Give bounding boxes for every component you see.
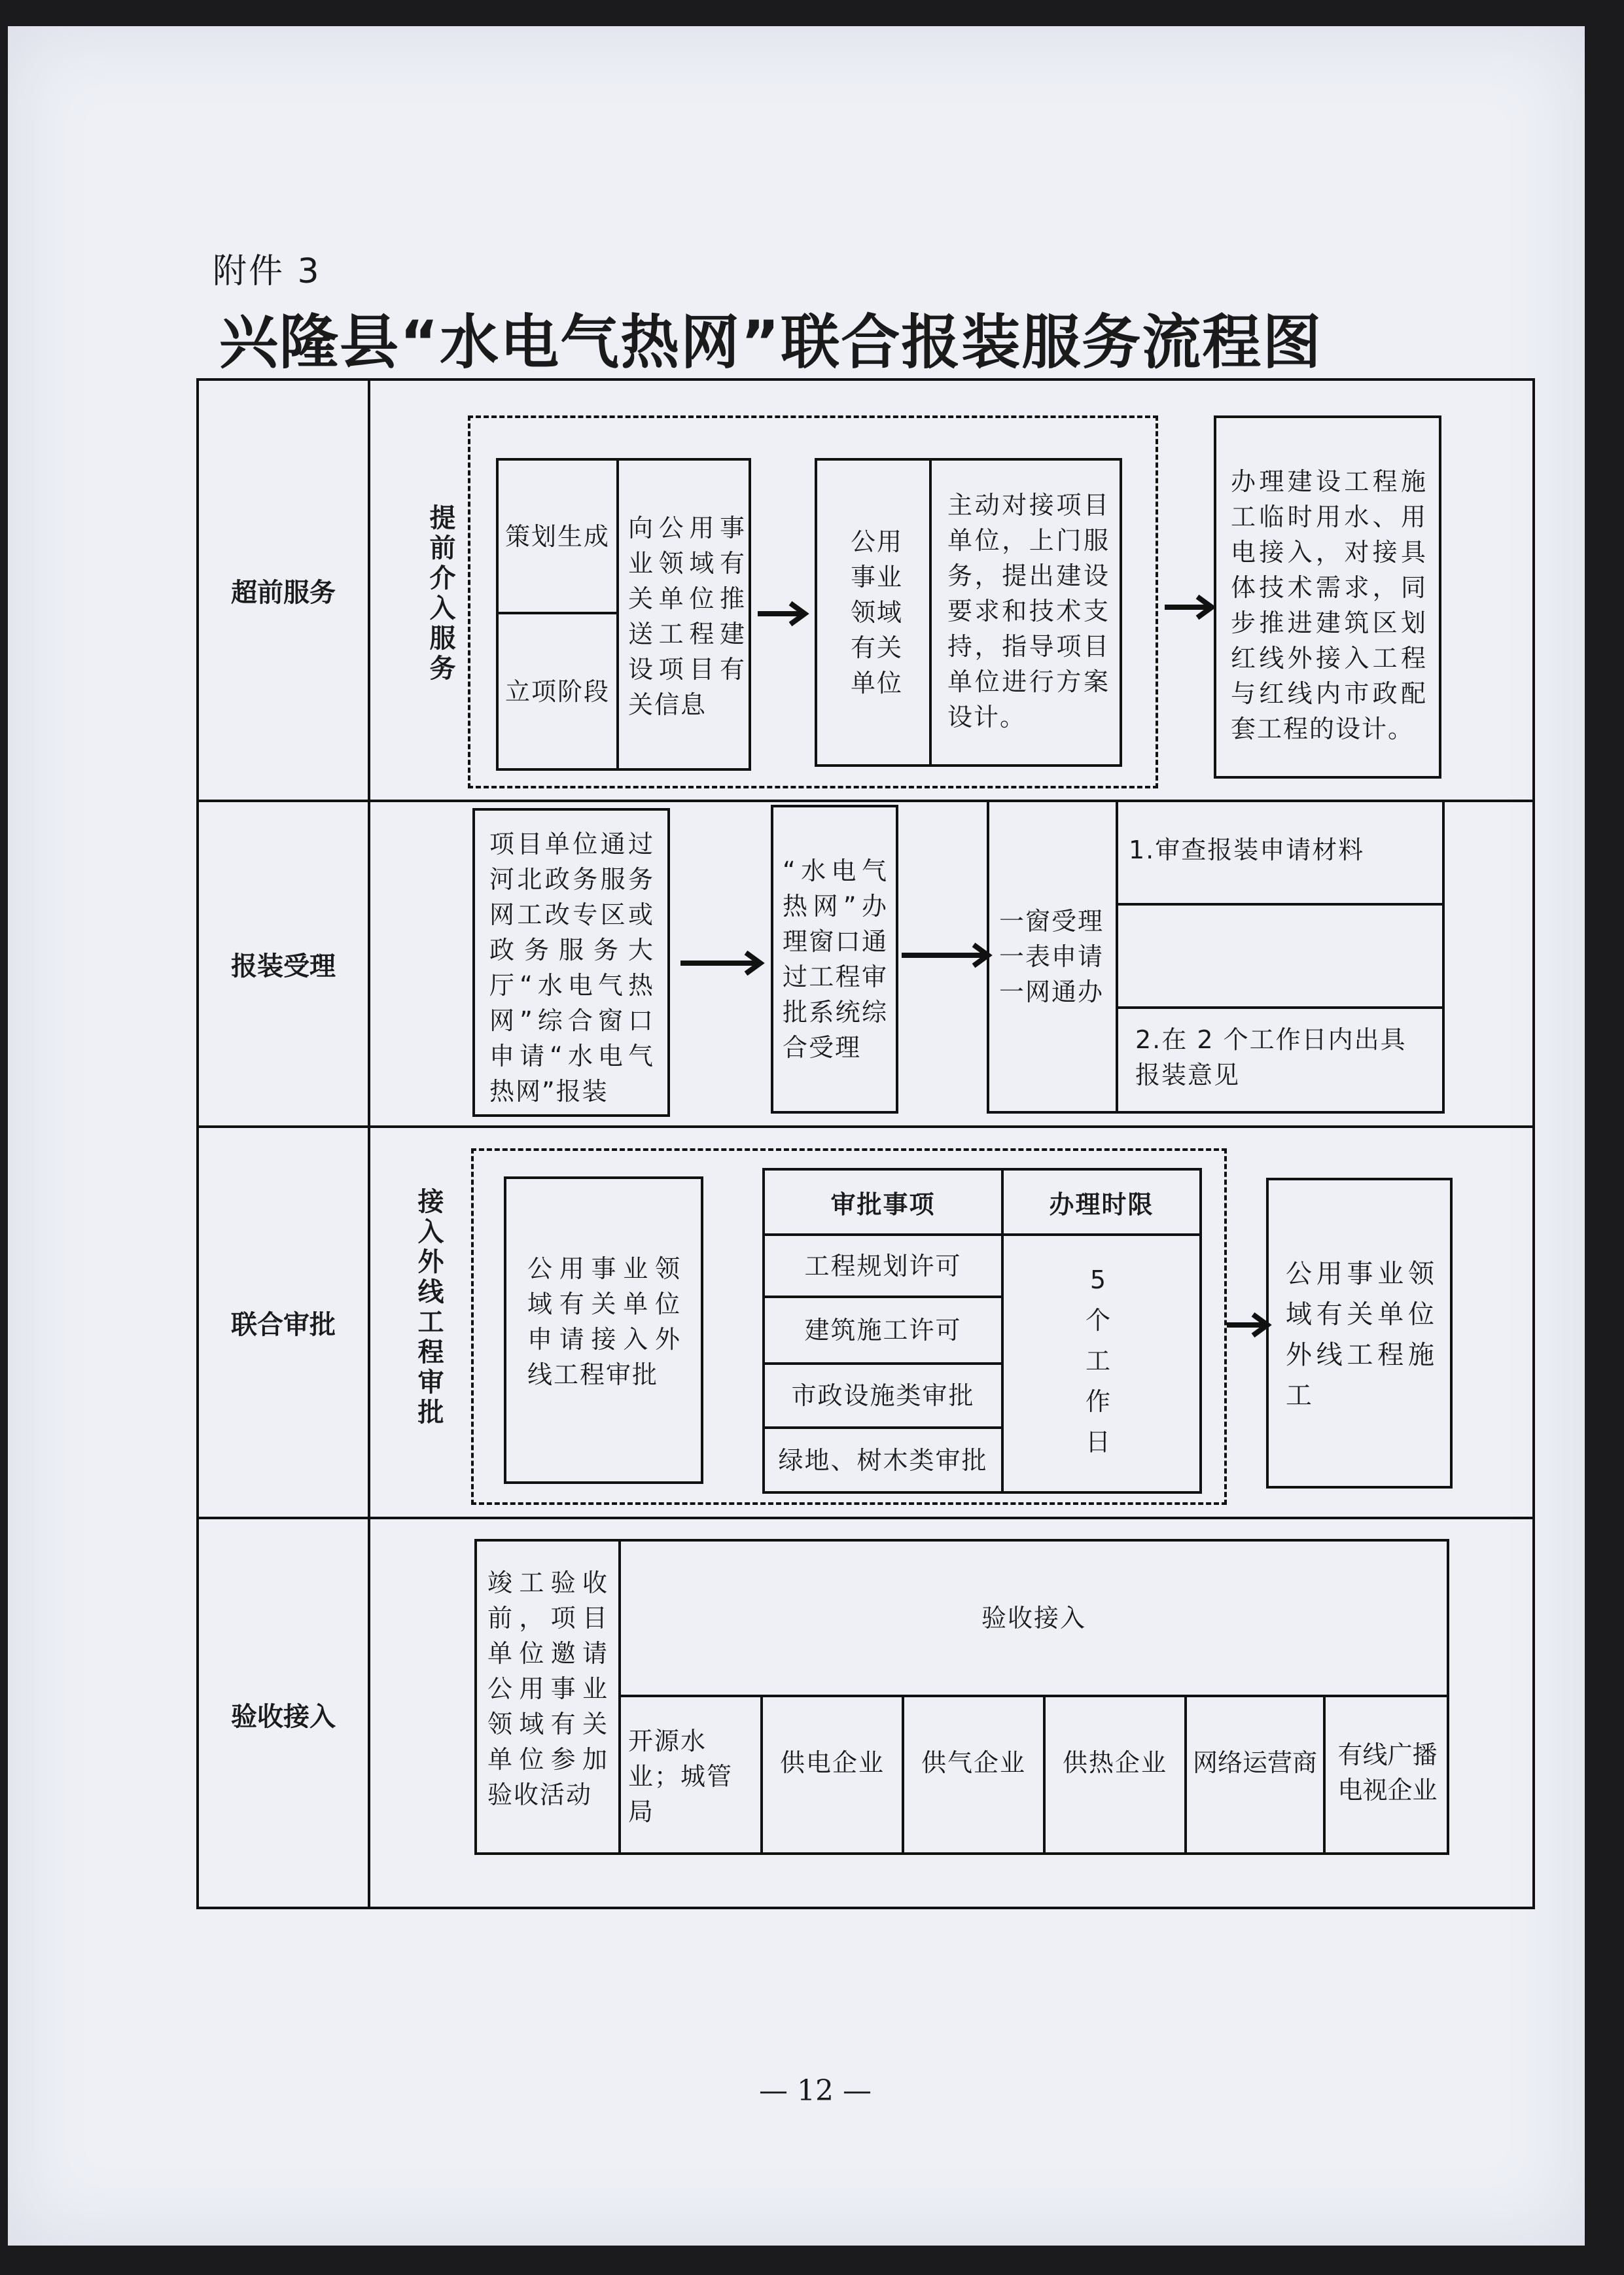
row-divider — [196, 1517, 1535, 1519]
advance-side-label: 提前介入服务 — [425, 504, 455, 684]
stage-divider — [616, 458, 619, 771]
page-number: — 12 — — [759, 2074, 872, 2107]
party-heat: 供热企业 — [1062, 1748, 1167, 1777]
table-cell-item: 建筑施工许可 — [804, 1316, 962, 1345]
label-column-divider — [368, 378, 370, 1909]
row-label-approval: 联合审批 — [231, 1309, 336, 1340]
stage-project-approval: 立项阶段 — [504, 677, 610, 706]
arrow-right-icon — [758, 601, 810, 627]
inspection-header: 验收接入 — [981, 1604, 1086, 1632]
table-cell-item: 绿地、树木类审批 — [778, 1445, 988, 1475]
row-label-inspection: 验收接入 — [231, 1701, 336, 1732]
party-gas: 供气企业 — [921, 1748, 1026, 1777]
review-materials-step: 1.审查报装申请材料 — [1129, 836, 1365, 864]
advance-result-box: 办理建设工程施工临时用水、用电接入，对接具体技术需求，同步推进建筑区划红线外接入工程与红线内市政配套工程的设计。 — [1214, 415, 1441, 779]
stage-planning: 策划生成 — [504, 521, 610, 551]
table-cell-item: 市政设施类审批 — [791, 1381, 975, 1410]
row-divider — [196, 1125, 1535, 1128]
arrow-right-icon — [902, 942, 993, 968]
party-power: 供电企业 — [779, 1748, 885, 1777]
row-label-advance: 超前服务 — [231, 577, 336, 608]
row-label-acceptance: 报装受理 — [231, 951, 336, 981]
issue-opinion-step: 2.在 2 个工作日内出具报装意见 — [1135, 1025, 1407, 1089]
one-stop-divider — [1116, 903, 1445, 906]
units-divider — [929, 458, 932, 767]
party-water: 开源水业；城管局 — [628, 1726, 733, 1826]
table-cell-item: 工程规划许可 — [804, 1251, 962, 1280]
one-stop-divider — [1116, 800, 1118, 1114]
inspection-invite-text: 竣工验收前，项目单位邀请公用事业领域有关单位参加验收活动 — [487, 1568, 609, 1809]
arrow-right-icon — [680, 950, 766, 976]
connect-text: 主动对接项目单位，上门服务，提出建设要求和技术支持，指导项目单位进行方案设计。 — [947, 491, 1110, 732]
table-header-time: 办理时限 — [1049, 1190, 1154, 1219]
arrow-right-icon — [1165, 594, 1217, 620]
window-box: “水电气热网”办理窗口通过工程审批系统综合受理 — [771, 805, 898, 1114]
approval-apply-box: 公用事业领域有关单位申请接入外线工程审批 — [504, 1176, 703, 1484]
push-info-text: 向公用事业领域有关单位推送工程建设项目有关信息 — [628, 514, 746, 719]
attachment-label: 附件 3 — [213, 252, 321, 291]
apply-box: 项目单位通过河北政务服务网工改专区或政务服务大厅“水电气热网”综合窗口申请“水电气热网”报装 — [472, 808, 670, 1117]
party-cable-tv: 有线广播电视企业 — [1337, 1740, 1438, 1805]
table-cell-time-limit: 5个工作日 — [1085, 1265, 1110, 1456]
table-header-item: 审批事项 — [830, 1190, 936, 1219]
approval-side-label: 接入外线工程审批 — [414, 1188, 444, 1428]
units-text: 公用事业领域有关单位 — [851, 527, 904, 697]
one-stop-text: 一窗受理一表申请一网通办 — [998, 907, 1104, 1006]
party-network: 网络运营商 — [1192, 1748, 1317, 1777]
one-stop-divider — [1116, 1006, 1445, 1009]
page-title: 兴隆县“水电气热网”联合报装服务流程图 — [219, 308, 1323, 377]
approval-result-box: 公用事业领域有关单位外线工程施工 — [1266, 1178, 1453, 1489]
